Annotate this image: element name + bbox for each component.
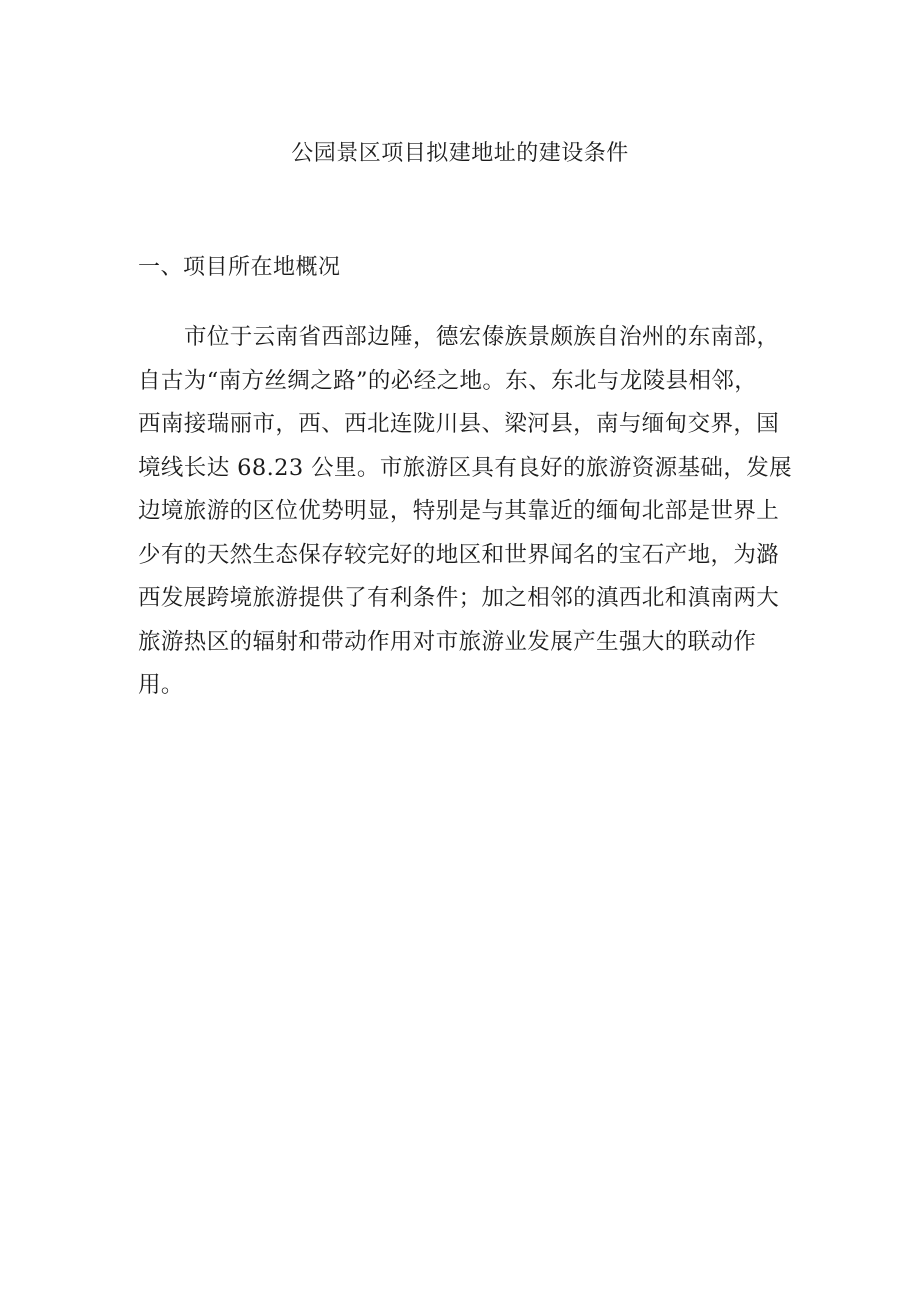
- paragraph-line: 用。: [138, 672, 184, 698]
- paragraph-line: 自古为“南方丝绸之路”的必经之地。东、东北与龙陵县相邻，: [138, 367, 758, 394]
- paragraph-line: 少有的天然生态保存较完好的地区和世界闻名的宝石产地，为潞: [138, 541, 780, 568]
- paragraph-line: 旅游热区的辐射和带动作用对市旅游业发展产生强大的联动作: [138, 628, 757, 655]
- paragraph-line: 境线长达 68.23 公里。市旅游区具有良好的旅游资源基础，发展: [138, 454, 793, 481]
- paragraph-line: 西发展跨境旅游提供了有利条件；加之相邻的滇西北和滇南两大: [138, 585, 780, 611]
- document-title: 公园景区项目拟建地址的建设条件: [291, 141, 629, 166]
- paragraph-line: 市位于云南省西部边陲，德宏傣族景颇族自治州的东南部，: [184, 324, 780, 350]
- body-paragraph: [138, 316, 793, 708]
- paragraph-line: 边境旅游的区位优势明显，特别是与其靠近的缅甸北部是世界上: [138, 498, 780, 524]
- paragraph-line: 西南接瑞丽市，西、西北连陇川县、梁河县，南与缅甸交界，国: [138, 411, 780, 437]
- section-heading: 一、项目所在地概况: [138, 255, 341, 280]
